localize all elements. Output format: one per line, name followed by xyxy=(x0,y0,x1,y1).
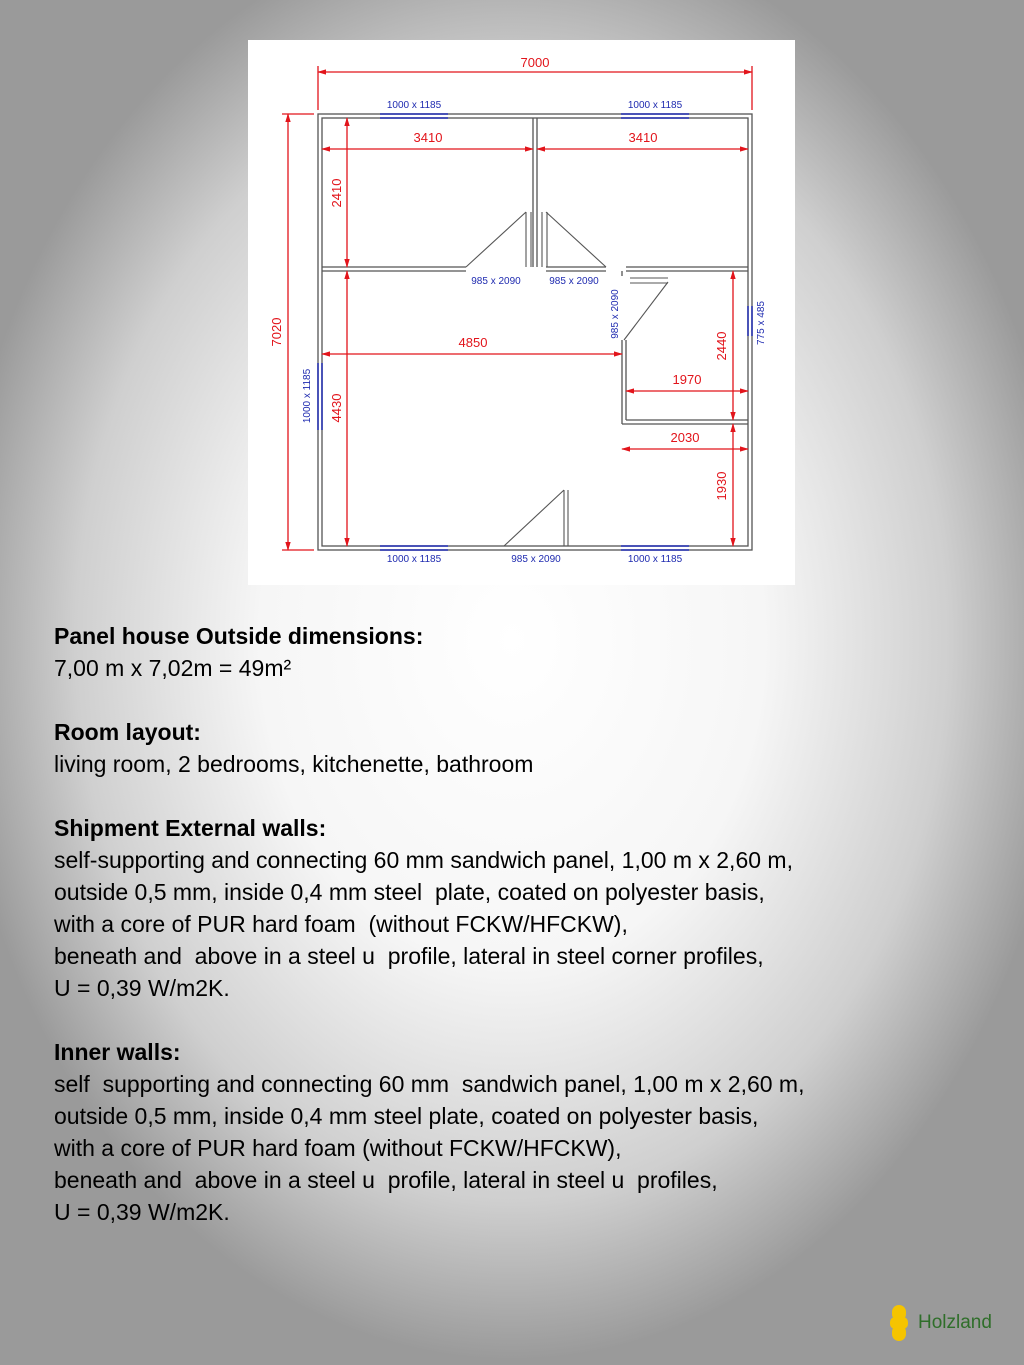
section-heading: Panel house Outside dimensions: xyxy=(54,623,424,649)
section-line: beneath and above in a steel u profile, lateral in steel u profiles, xyxy=(54,1167,718,1193)
floor-plan-drawing xyxy=(248,40,795,585)
section-line: U = 0,39 W/m2K. xyxy=(54,975,230,1001)
section-line: U = 0,39 W/m2K. xyxy=(54,1199,230,1225)
section-heading: Shipment External walls: xyxy=(54,815,327,841)
window-label-top-left: 1000 x 1185 xyxy=(386,100,442,111)
section-line: outside 0,5 mm, inside 0,4 mm steel plate, coated on polyester basis, xyxy=(54,1103,759,1129)
dim-kitchen-width: 2030 xyxy=(670,430,700,445)
dim-overall-width: 7000 xyxy=(520,55,550,70)
dim-bedroom-right-width: 3410 xyxy=(628,130,658,145)
dim-living-width: 4850 xyxy=(458,335,488,350)
section-heading: Inner walls: xyxy=(54,1039,181,1065)
section-line: 7,00 m x 7,02m = 49m² xyxy=(54,655,292,681)
spec-section xyxy=(54,1036,974,1228)
holzland-logo xyxy=(888,1303,1008,1343)
dim-bath-width: 1970 xyxy=(672,372,702,387)
dimension-lines xyxy=(282,66,752,550)
section-line: self-supporting and connecting 60 mm sandwich panel, 1,00 m x 2,60 m, xyxy=(54,847,793,873)
floor-plan xyxy=(248,40,795,585)
outer-walls xyxy=(318,114,752,550)
window-label-right: 775 x 485 xyxy=(756,301,767,345)
window-label-bottom-left: 1000 x 1185 xyxy=(386,554,442,565)
spec-section xyxy=(54,812,974,1004)
section-heading: Room layout: xyxy=(54,719,201,745)
dim-living-depth: 4430 xyxy=(329,393,344,423)
door-label-bedroom-left: 985 x 2090 xyxy=(471,276,521,287)
section-line: living room, 2 bedrooms, kitchenette, bathroom xyxy=(54,751,534,777)
dim-bedroom-left-width: 3410 xyxy=(413,130,443,145)
door-swings xyxy=(466,212,668,546)
window-label-left: 1000 x 1185 xyxy=(302,368,313,424)
window-label-bottom-right: 1000 x 1185 xyxy=(627,554,683,565)
holzland-logo-icon xyxy=(888,1303,912,1343)
windows xyxy=(318,114,752,550)
door-label-bathroom: 985 x 2090 xyxy=(610,289,621,339)
window-label-top-right: 1000 x 1185 xyxy=(627,100,683,111)
section-line: outside 0,5 mm, inside 0,4 mm steel plate, coated on polyester basis, xyxy=(54,879,765,905)
specification-text xyxy=(54,620,974,1260)
section-line: self supporting and connecting 60 mm sandwich panel, 1,00 m x 2,60 m, xyxy=(54,1071,805,1097)
section-line: with a core of PUR hard foam (without FCKW/HFCKW), xyxy=(54,1135,622,1161)
dim-overall-depth: 7020 xyxy=(269,317,284,347)
spec-section xyxy=(54,716,974,780)
dim-bedroom-depth: 2410 xyxy=(329,178,344,208)
section-line: beneath and above in a steel u profile, lateral in steel corner profiles, xyxy=(54,943,764,969)
dim-bath-depth: 2440 xyxy=(714,331,729,361)
holzland-logo-text: Holzland xyxy=(918,1312,992,1333)
dim-kitchen-depth: 1930 xyxy=(714,471,729,501)
spec-section xyxy=(54,620,974,684)
section-line: with a core of PUR hard foam (without FCKW/HFCKW), xyxy=(54,911,628,937)
door-label-entrance: 985 x 2090 xyxy=(511,554,561,565)
door-label-bedroom-right: 985 x 2090 xyxy=(549,276,599,287)
